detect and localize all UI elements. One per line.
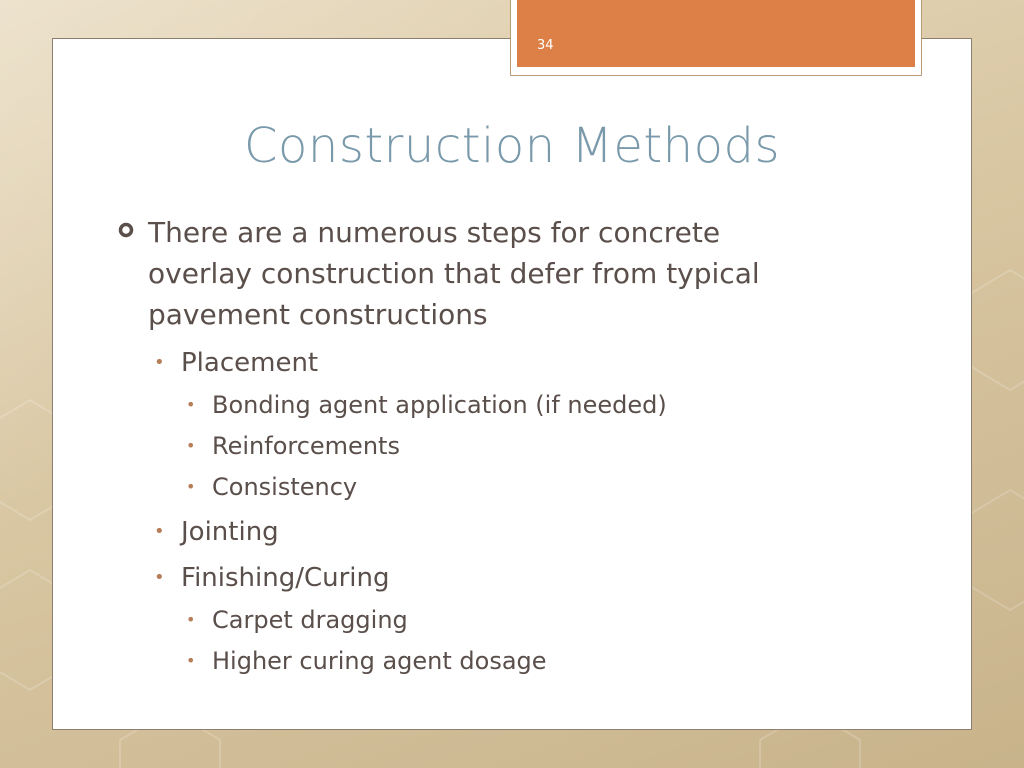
bullet-dot-icon: • — [186, 610, 196, 629]
circle-bullet-icon — [118, 222, 134, 238]
sub-sub-point-label: Bonding agent application (if needed) — [212, 391, 667, 419]
sub-sub-point — [118, 644, 938, 678]
bullet-dot-icon: • — [186, 651, 196, 670]
sub-point-finishing-curing — [118, 560, 938, 596]
sub-point-label: Jointing — [181, 517, 279, 547]
sub-sub-point — [118, 429, 938, 463]
sub-point-placement — [118, 345, 938, 381]
sub-sub-point-label: Reinforcements — [212, 432, 400, 460]
bullet-dot-icon: • — [154, 567, 165, 588]
main-point-line-1: There are a numerous steps for concrete — [148, 216, 721, 249]
main-point-line-3: pavement constructions — [148, 298, 488, 331]
slide-title: Construction Methods — [244, 118, 780, 174]
bullet-dot-icon: • — [186, 436, 196, 455]
slide-number-tab-fill — [517, 0, 915, 67]
sub-point-label: Finishing/Curing — [181, 563, 390, 593]
slide-content — [118, 212, 938, 678]
bullet-dot-icon: • — [186, 477, 196, 496]
sub-sub-point — [118, 603, 938, 637]
sub-sub-point — [118, 388, 938, 422]
main-bullet-point — [118, 212, 938, 335]
sub-sub-point-label: Consistency — [212, 473, 358, 501]
slide-number: 34 — [537, 38, 554, 53]
sub-sub-point-label: Higher curing agent dosage — [212, 647, 547, 675]
bullet-dot-icon: • — [154, 352, 165, 373]
main-point-line-2: overlay construction that defer from typical — [148, 257, 760, 290]
sub-point-label: Placement — [181, 348, 319, 378]
sub-point-jointing — [118, 514, 938, 550]
sub-sub-point-label: Carpet dragging — [212, 606, 408, 634]
slide-number-tab — [510, 0, 922, 76]
bullet-dot-icon: • — [154, 521, 165, 542]
bullet-dot-icon: • — [186, 395, 196, 414]
sub-sub-point — [118, 470, 938, 504]
